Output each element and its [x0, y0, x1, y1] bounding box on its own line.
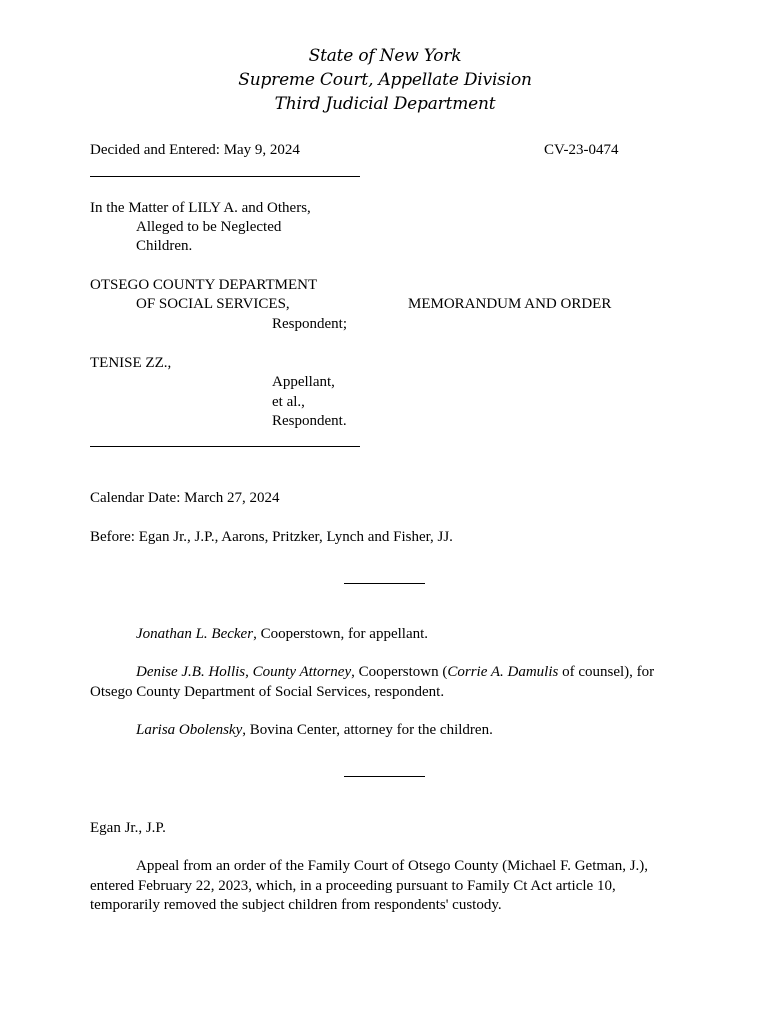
docket-number: CV-23-0474 [544, 142, 619, 158]
counsel-appellant-name: Jonathan L. Becker [136, 626, 254, 642]
matter-line-3: Children. [136, 238, 193, 254]
party2-role-etal: et al., [272, 394, 305, 410]
caption-bottom-rule [90, 446, 360, 447]
counsel-dss [90, 663, 690, 702]
opinion-author: Egan Jr., J.P. [90, 820, 166, 836]
party2-role-appellant: Appellant, [272, 374, 335, 390]
counsel-children [136, 721, 493, 740]
party2-name: TENISE ZZ., [90, 355, 172, 371]
counsel-children-detail: , Bovina Center, attorney for the children. [242, 722, 493, 738]
counsel-dss-separator: , [245, 664, 253, 680]
counsel-dss-location: , Cooperstown ( [351, 664, 448, 680]
party1-name-line2: OF SOCIAL SERVICES, [136, 296, 290, 312]
counsel-dss-name: Denise J.B. Hollis [136, 664, 246, 680]
party1-name-line1: OTSEGO COUNTY DEPARTMENT [90, 277, 318, 293]
opening-paragraph: Appeal from an order of the Family Court of Otsego County (Michael F. Getman, J.), entered February 22, 2023, which, in a proceeding pursuant to Family Ct Act article 10, temporarily removed the subject children from respondents' custody. [90, 858, 649, 913]
matter-line-2: Alleged to be Neglected [136, 219, 282, 235]
bench-panel: Before: Egan Jr., J.P., Aarons, Pritzker, Lynch and Fisher, JJ. [90, 529, 453, 545]
counsel-children-name: Larisa Obolensky [136, 722, 243, 738]
decided-date: Decided and Entered: May 9, 2024 [90, 142, 300, 158]
court-name: State of New York [308, 46, 462, 66]
caption-top-rule [90, 176, 360, 177]
matter-title: In the Matter of LILY A. and Others, [90, 200, 311, 216]
court-division: Supreme Court, Appellate Division [238, 70, 532, 90]
party1-role: Respondent; [272, 316, 347, 332]
party2-role-respondent: Respondent. [272, 413, 347, 429]
counsel-appellant [136, 625, 428, 644]
counsel-appellant-detail: , Cooperstown, for appellant. [253, 626, 429, 642]
section-divider-2 [344, 776, 425, 777]
court-department: Third Judicial Department [274, 94, 496, 114]
counsel-dss-detail: of counsel), for Otsego County Department of Social Services, respondent. [90, 664, 655, 700]
counsel-dss-of-counsel: Corrie A. Damulis [447, 664, 559, 680]
order-title: MEMORANDUM AND ORDER [408, 296, 612, 312]
calendar-date: Calendar Date: March 27, 2024 [90, 490, 280, 506]
counsel-dss-title: County Attorney [252, 664, 352, 680]
section-divider-1 [344, 583, 425, 584]
